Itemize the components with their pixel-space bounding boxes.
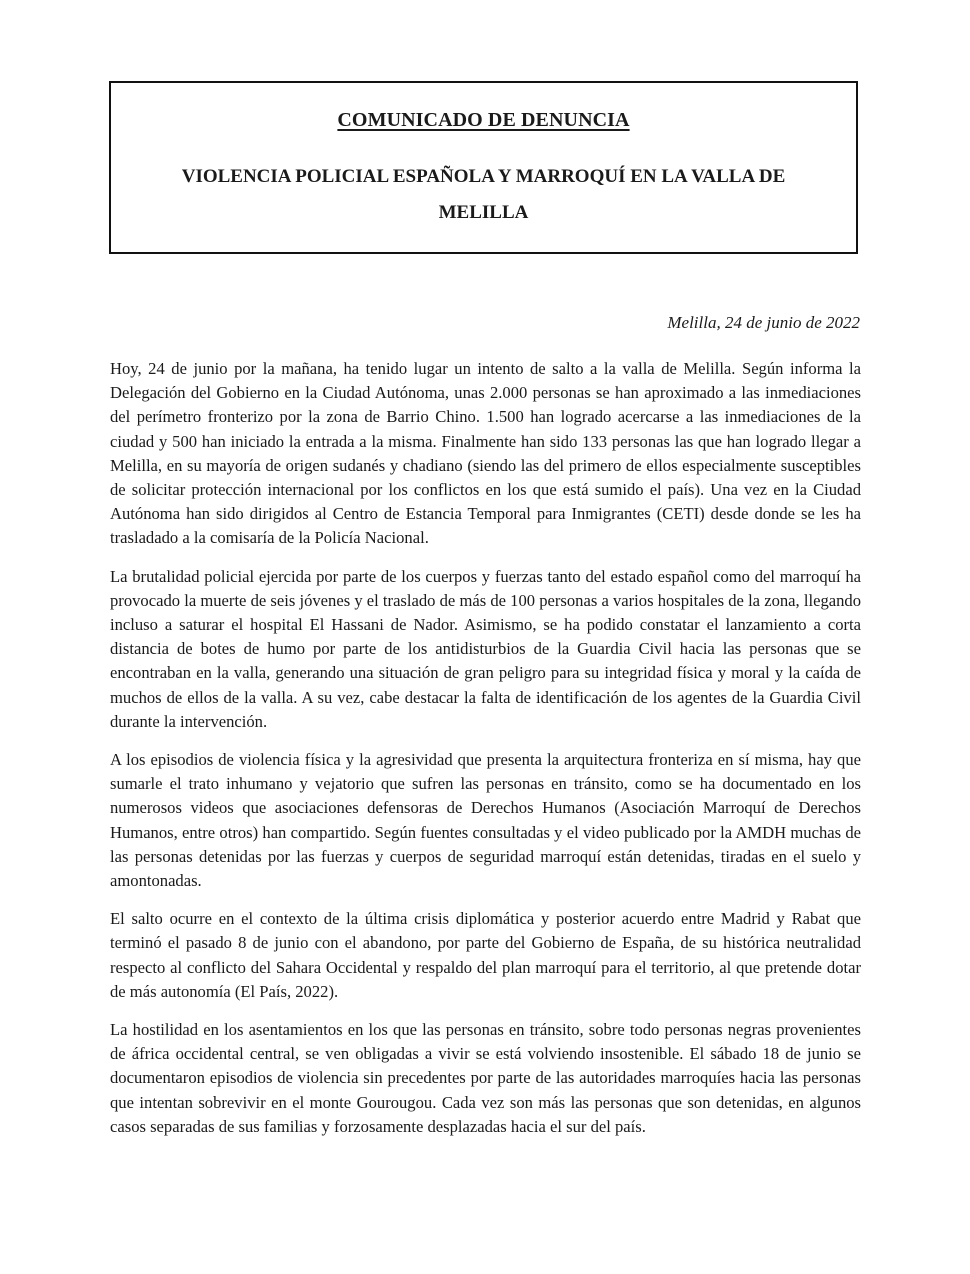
document-subtitle	[131, 159, 836, 231]
paragraph-1: Hoy, 24 de junio por la mañana, ha tenido lugar un intento de salto a la valla de Melilla. Según informa la Delegación del Gobierno en la Ciudad Autónoma, unas 2.000 personas se han aproximado a las inmediaciones del perímetro fronterizo por la zona de Barrio Chino. 1.500 han logrado acercarse a las inmediaciones de la ciudad y 500 han iniciado la entrada a la misma. Finalmente han sido 133 personas las que han logrado llegar a Melilla, en su mayoría de origen sudanés y chadiano (siendo las del primero de ellos especialmente susceptibles de solicitar protección internacional por los conflictos en los que está sumido el país). Una vez en la Ciudad Autónoma han sido dirigidos al Centro de Estancia Temporal para Inmigrantes (CETI) desde donde se les ha trasladado a la comisaría de la Policía Nacional.	[110, 359, 861, 548]
paragraph-2: La brutalidad policial ejercida por parte de los cuerpos y fuerzas tanto del estado español como del marroquí ha provocado la muerte de seis jóvenes y el traslado de más de 100 personas a varios hospitales de la zona, llegando incluso a saturar el hospital El Hassani de Nador. Asimismo, se ha podido constatar el lanzamiento a corta distancia de botes de humo por parte de los antidisturbios de la Guardia Civil hacia las personas que se encontraban en la valla, generando una situación de gran peligro para su integridad física y moral y la caída de muchos de ellos de la valla. A su vez, cabe destacar la falta de identificación de los agentes de la Guardia Civil durante la intervención.	[110, 566, 861, 731]
paragraph-5: La hostilidad en los asentamientos en los que las personas en tránsito, sobre todo personas negras provenientes de áfrica occidental central, se ven obligadas a vivir se está volviendo insostenible. El sábado 18 de junio se documentaron episodios de violencia sin precedentes por parte de las autoridades marroquíes hacia las personas que intentan sobrevivir en el monte Gourougou. Cada vez son más las personas que son detenidas, en algunos casos separadas de sus familias y forzosamente desplazadas hacia el sur del país.	[110, 1020, 861, 1136]
header-box	[109, 81, 858, 254]
document-title: COMUNICADO DE DENUNCIA	[337, 109, 630, 131]
paragraph-4: El salto ocurre en el contexto de la última crisis diplomática y posterior acuerdo entre Madrid y Rabat que terminó el pasado 8 de junio con el abandono, por parte del Gobierno de España, de su histórica neutralidad respecto al conflicto del Sahara Occidental y respaldo del plan marroquí para el territorio, al que pretende dotar de más autonomía (El País, 2022).	[110, 909, 861, 1001]
subtitle-line-1: VIOLENCIA POLICIAL ESPAÑOLA Y MARROQUÍ EN LA VALLA DE	[181, 166, 786, 187]
subtitle-line-2: MELILLA	[438, 202, 529, 223]
paragraph-3: A los episodios de violencia física y la agresividad que presenta la arquitectura fronteriza en sí misma, hay que sumarle el trato inhumano y vejatorio que sufren las personas en tránsito, como se ha documentado en los numerosos videos que asociaciones defensoras de Derechos Humanos (Asociación Marroquí de Derechos Humanos, entre otros) han compartido. Según fuentes consultadas y el video publicado por la AMDH muchas de las personas detenidas por las fuerzas y cuerpos de seguridad marroquí están detenidas, tiradas en el suelo y amontonadas.	[110, 750, 861, 891]
document-date: Melilla, 24 de junio de 2022	[667, 313, 860, 332]
document-body	[110, 357, 861, 1153]
